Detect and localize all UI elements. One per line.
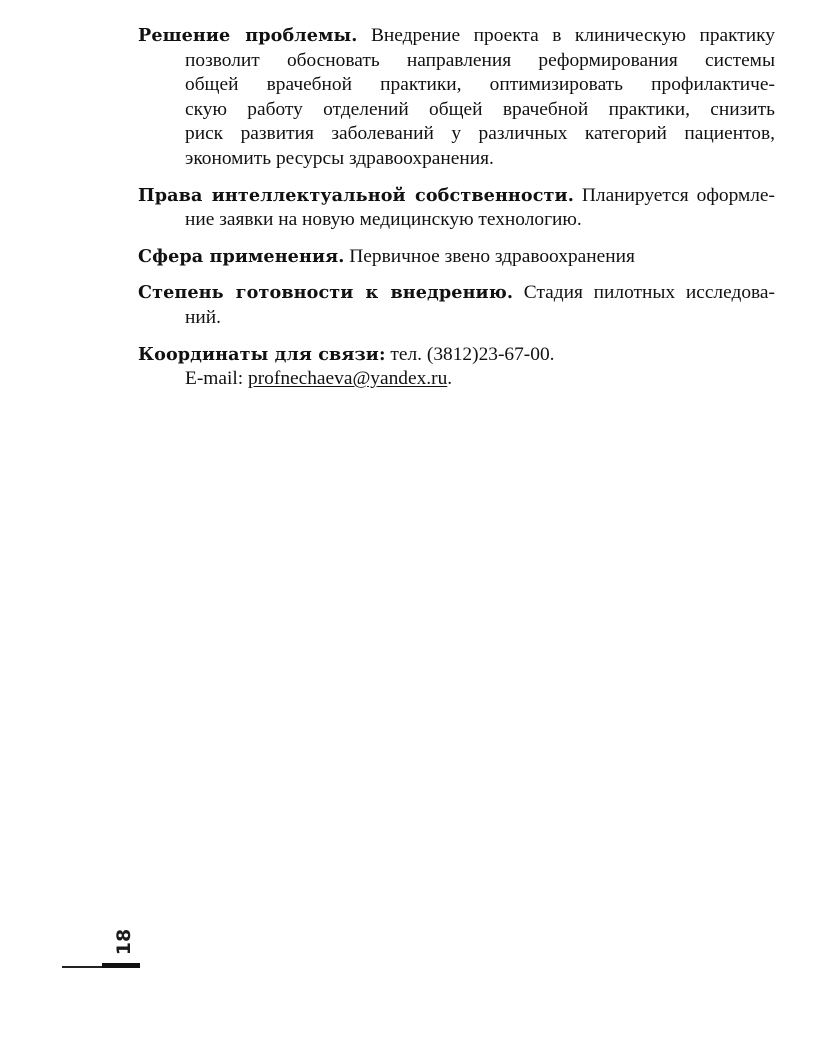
readiness-line-1 bbox=[138, 281, 775, 306]
contacts-lead: Координаты для связи: bbox=[138, 343, 386, 365]
contacts-paragraph bbox=[138, 343, 775, 392]
solution-lead: Решение проблемы. bbox=[138, 25, 358, 46]
solution-line-4: скую работу отделений общей врачебной практики, снизить bbox=[185, 98, 775, 120]
solution-line-2: позволит обосновать направления реформирования системы bbox=[185, 49, 775, 71]
contacts-line-2 bbox=[138, 367, 775, 392]
readiness-text-1: Стадия пилотных исследова- bbox=[523, 282, 775, 304]
contacts-phone: тел. (3812)23-67-00. bbox=[390, 343, 555, 365]
footer-rule-thick bbox=[102, 963, 140, 968]
ip-rights-line-1 bbox=[138, 184, 775, 209]
scope-paragraph bbox=[138, 245, 775, 270]
email-tail: . bbox=[447, 368, 453, 390]
readiness-paragraph bbox=[138, 281, 775, 330]
email-label: E-mail: bbox=[185, 368, 244, 390]
solution-line-3: общей врачебной практики, оптимизировать профилактиче- bbox=[185, 74, 775, 96]
document-body bbox=[138, 24, 775, 404]
readiness-line-2: ний. bbox=[185, 306, 221, 328]
page-number: 18 bbox=[113, 928, 135, 956]
contacts-line-1 bbox=[138, 343, 775, 368]
ip-rights-line-2: ние заявки на новую медицинскую технологию. bbox=[185, 209, 582, 231]
ip-rights-paragraph bbox=[138, 184, 775, 233]
scope-lead: Сфера применения. bbox=[138, 245, 345, 267]
solution-line-5: риск развития заболеваний у различных категорий пациентов, bbox=[185, 123, 775, 145]
solution-line-6: экономить ресурсы здравоохранения. bbox=[185, 147, 494, 169]
email-link[interactable]: profnechaeva@yandex.ru bbox=[248, 368, 448, 390]
solution-line-1 bbox=[138, 24, 775, 49]
ip-rights-lead: Права интеллектуальной собственности. bbox=[138, 184, 574, 206]
scope-text: Первичное звено здравоохранения bbox=[349, 245, 635, 267]
scope-line-1 bbox=[138, 245, 775, 270]
solution-paragraph bbox=[138, 24, 775, 172]
solution-text-1: Внедрение проекта в клиническую практику bbox=[370, 25, 775, 46]
ip-rights-text-1: Планируется оформле- bbox=[581, 184, 775, 206]
footer-rule-thin bbox=[62, 966, 102, 968]
readiness-lead: Степень готовности к внедрению. bbox=[138, 282, 514, 304]
